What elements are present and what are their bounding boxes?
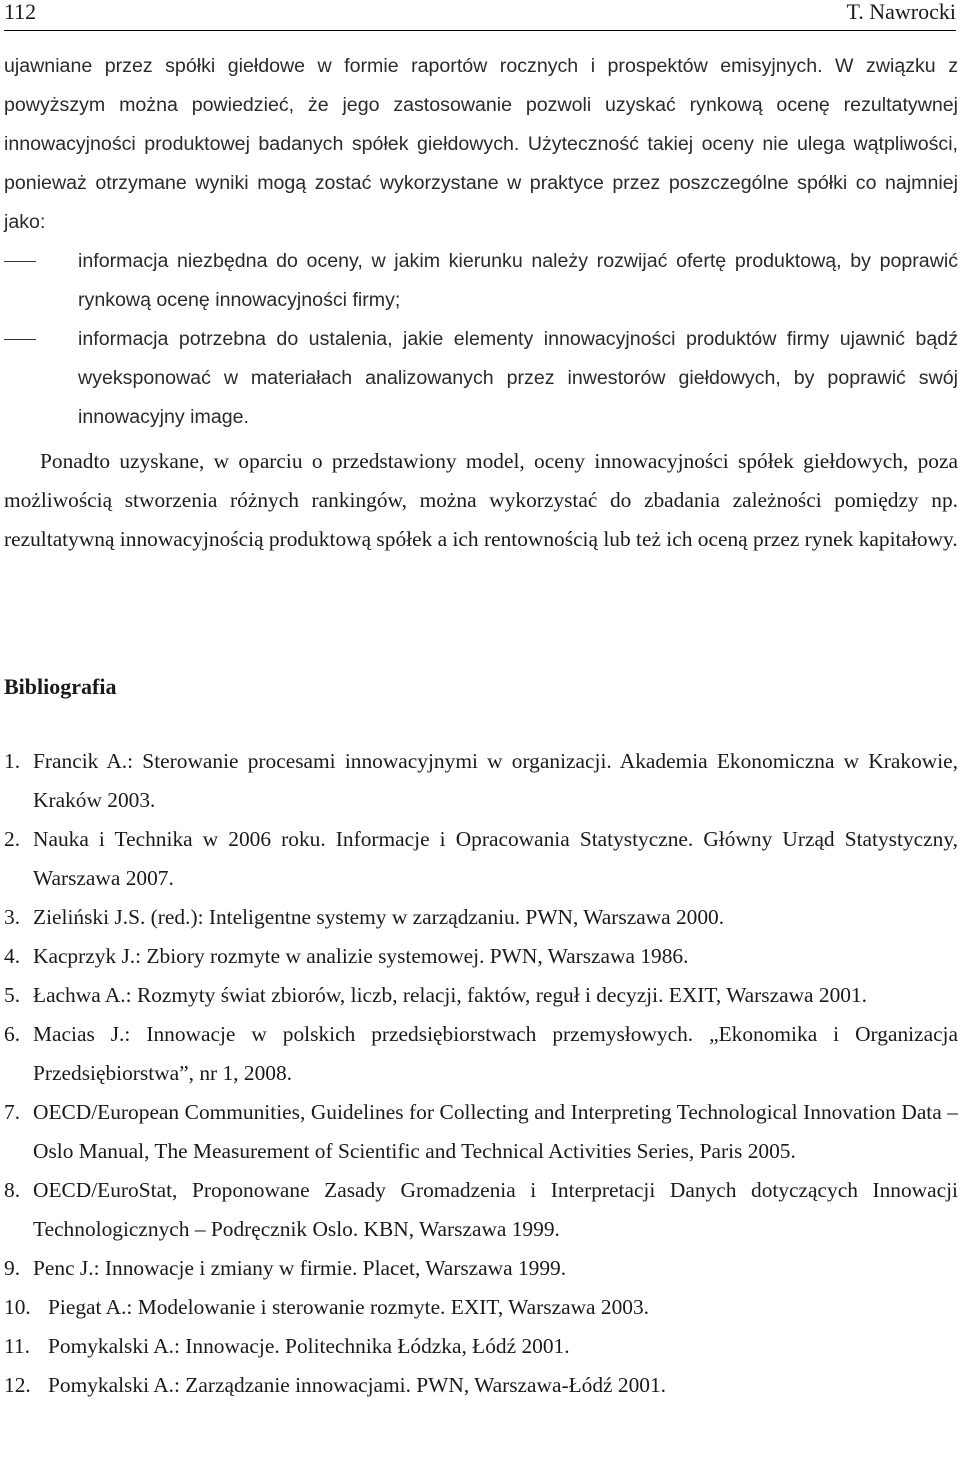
reference-item [4,742,958,820]
reference-number: 3. [4,905,21,929]
reference-number: 10. [4,1295,31,1319]
reference-number: 9. [4,1256,21,1280]
bullet-text: informacja niezbędna do oceny, w jakim kierunku należy rozwijać ofertę produktową, by poprawić rynkową ocenę innowacyjności firmy; [78,250,958,311]
bullet-item [78,242,958,320]
reference-item [4,898,958,937]
reference-text: Macias J.: Innowacje w polskich przedsiębiorstwach przemysłowych. „Ekonomika i Organizacja Przedsiębiorstwa”, nr 1, 2008. [33,1022,958,1085]
reference-item [4,1288,958,1327]
reference-item [4,820,958,898]
reference-number: 2. [4,827,21,851]
reference-number: 8. [4,1178,21,1202]
bibliography-list [4,742,958,1405]
body-paragraph-2: Ponadto uzyskane, w oparciu o przedstawiony model, oceny innowacyjności spółek giełdowych, poza możliwością stworzenia różnych rankingów, można wykorzystać do zbadania zależności pomiędzy np. rezultatywną innowacyjnością produktową spółek a ich rentownością lub też ich oceną przez rynek kapitałowy. [4,449,958,551]
reference-item [4,937,958,976]
reference-number: 11. [4,1334,30,1358]
reference-item [4,1015,958,1093]
reference-item [4,1327,958,1366]
reference-number: 12. [4,1373,31,1397]
bibliography-heading: Bibliografia [4,674,117,699]
reference-text: Pomykalski A.: Zarządzanie innowacjami. PWN, Warszawa-Łódź 2001. [48,1373,667,1397]
reference-text: Piegat A.: Modelowanie i sterowanie rozmyte. EXIT, Warszawa 2003. [48,1295,650,1319]
reference-item [4,976,958,1015]
bullet-text: informacja potrzebna do ustalenia, jakie elementy innowacyjności produktów firmy ujawnić bądź wyeksponować w materiałach analizowanych przez inwestorów giełdowych, by poprawić swój innowacyjny image. [78,328,958,428]
reference-item [4,1249,958,1288]
reference-text: Zieliński J.S. (red.): Inteligentne systemy w zarządzaniu. PWN, Warszawa 2000. [33,905,725,929]
dash-marker [4,339,36,340]
reference-item [4,1366,958,1405]
reference-text: OECD/European Communities, Guidelines for Collecting and Interpreting Technological Innovation Data – Oslo Manual, The Measurement of Scientific and Technical Activities Series, Paris 2005. [33,1100,958,1163]
reference-number: 7. [4,1100,21,1124]
body-serif-block [4,442,958,559]
running-author: T. Nawrocki [846,0,956,24]
reference-number: 4. [4,944,21,968]
bullet-item [78,320,958,437]
reference-number: 5. [4,983,21,1007]
body-paragraph-1: ujawniane przez spółki giełdowe w formie raportów rocznych i prospektów emisyjnych. W związku z powyższym można powiedzieć, że jego zastosowanie pozwoli uzyskać rynkową ocenę rezultatywnej innowacyjności produktowej badanych spółek giełdowych. Użyteczność takiej oceny nie ulega wątpliwości, ponieważ otrzymane wyniki mogą zostać wykorzystane w praktyce przez poszczególne spółki co najmniej jako: [4,55,958,233]
reference-text: Kacprzyk J.: Zbiory rozmyte w analizie systemowej. PWN, Warszawa 1986. [33,944,689,968]
reference-text: Penc J.: Innowacje i zmiany w firmie. Placet, Warszawa 1999. [33,1256,567,1280]
reference-item [4,1171,958,1249]
reference-text: Łachwa A.: Rozmyty świat zbiorów, liczb, relacji, faktów, reguł i decyzji. EXIT, Warszawa 2001. [33,983,868,1007]
page-number: 112 [4,0,37,24]
dash-marker [4,261,36,262]
bullet-list [4,242,958,437]
reference-number: 6. [4,1022,21,1046]
body-sans-block [4,47,958,437]
reference-number: 1. [4,749,21,773]
reference-text: Pomykalski A.: Innowacje. Politechnika Łódzka, Łódź 2001. [48,1334,570,1358]
running-header [4,0,956,31]
reference-item [4,1093,958,1171]
reference-text: OECD/EuroStat, Proponowane Zasady Gromadzenia i Interpretacji Danych dotyczących Innowacji Technologicznych – Podręcznik Oslo. KBN, Warszawa 1999. [33,1178,958,1241]
reference-text: Francik A.: Sterowanie procesami innowacyjnymi w organizacji. Akademia Ekonomiczna w Krakowie, Kraków 2003. [33,749,958,812]
reference-text: Nauka i Technika w 2006 roku. Informacje i Opracowania Statystyczne. Główny Urząd Statystyczny, Warszawa 2007. [33,827,958,890]
